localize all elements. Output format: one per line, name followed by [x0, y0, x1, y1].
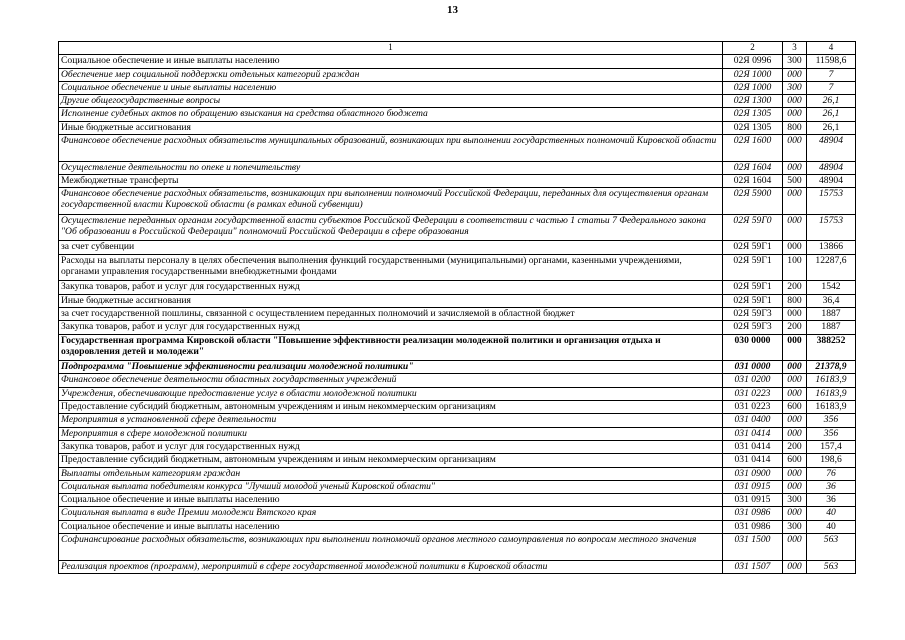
- row-name-cell: Исполнение судебных актов по обращению взыскания на средства областного бюджета: [59, 108, 723, 121]
- row-type-cell: 000: [783, 374, 807, 387]
- table-row: [59, 188, 856, 215]
- row-type-cell: 300: [783, 494, 807, 507]
- header-cell-type: 3: [783, 42, 807, 55]
- row-amount-cell: 1542: [807, 281, 856, 294]
- row-code-cell: 02Я 1305: [723, 121, 783, 134]
- header-cell-code: 2: [723, 42, 783, 55]
- row-code-cell: 02Я 59Г3: [723, 321, 783, 334]
- row-type-cell: 800: [783, 294, 807, 307]
- row-code-cell: 02Я 1600: [723, 135, 783, 162]
- table-row: [59, 387, 856, 400]
- table-row: [59, 55, 856, 68]
- table-row: [59, 454, 856, 467]
- row-code-cell: 02Я 59Г0: [723, 214, 783, 241]
- row-code-cell: 02Я 1000: [723, 81, 783, 94]
- row-amount-cell: 16183,9: [807, 387, 856, 400]
- table-row: [59, 108, 856, 121]
- row-code-cell: 02Я 1305: [723, 108, 783, 121]
- row-code-cell: 031 0915: [723, 494, 783, 507]
- table-row: [59, 321, 856, 334]
- row-name-cell: Обеспечение мер социальной поддержки отдельных категорий граждан: [59, 68, 723, 81]
- row-code-cell: 02Я 1300: [723, 95, 783, 108]
- row-name-cell: Социальное обеспечение и иные выплаты населению: [59, 55, 723, 68]
- row-name-cell: Иные бюджетные ассигнования: [59, 294, 723, 307]
- row-amount-cell: 356: [807, 414, 856, 427]
- row-name-cell: Реализация проектов (программ), мероприятий в сфере государственной молодежной политики в Кировской области: [59, 560, 723, 573]
- row-amount-cell: 388252: [807, 334, 856, 361]
- table-row: [59, 427, 856, 440]
- row-amount-cell: 563: [807, 560, 856, 573]
- row-name-cell: Финансовое обеспечение расходных обязательств, возникающих при выполнении полномочий Российской Федерации, переданных для осуществления органам государственной власти Кировской области (в рамках единой субвенции): [59, 188, 723, 215]
- row-code-cell: 031 0000: [723, 361, 783, 374]
- row-type-cell: 000: [783, 334, 807, 361]
- row-name-cell: Социальная выплата в виде Премии молодежи Вятского края: [59, 507, 723, 520]
- row-amount-cell: 7: [807, 68, 856, 81]
- table-row: [59, 414, 856, 427]
- table-row: [59, 174, 856, 187]
- table-row: [59, 135, 856, 162]
- row-code-cell: 02Я 59Г1: [723, 254, 783, 281]
- row-amount-cell: 11598,6: [807, 55, 856, 68]
- row-amount-cell: 48904: [807, 161, 856, 174]
- budget-table: [58, 41, 856, 574]
- row-name-cell: Подпрограмма "Повышение эффективности реализации молодежной политики": [59, 361, 723, 374]
- row-name-cell: Социальное обеспечение и иные выплаты населению: [59, 81, 723, 94]
- table-row: [59, 68, 856, 81]
- row-type-cell: 200: [783, 321, 807, 334]
- row-amount-cell: 1887: [807, 321, 856, 334]
- row-name-cell: Межбюджетные трансферты: [59, 174, 723, 187]
- row-code-cell: 031 0414: [723, 427, 783, 440]
- row-type-cell: 000: [783, 560, 807, 573]
- row-type-cell: 000: [783, 533, 807, 560]
- table-row: [59, 560, 856, 573]
- row-name-cell: Софинансирование расходных обязательств, возникающих при выполнении полномочий органов местного самоуправления по вопросам местного значения: [59, 533, 723, 560]
- row-amount-cell: 16183,9: [807, 401, 856, 414]
- row-type-cell: 000: [783, 135, 807, 162]
- row-amount-cell: 26,1: [807, 108, 856, 121]
- row-type-cell: 100: [783, 254, 807, 281]
- row-name-cell: Мероприятия в установленной сфере деятельности: [59, 414, 723, 427]
- row-code-cell: 02Я 59Г3: [723, 307, 783, 320]
- row-amount-cell: 157,4: [807, 440, 856, 453]
- row-amount-cell: 40: [807, 507, 856, 520]
- row-name-cell: Закупка товаров, работ и услуг для государственных нужд: [59, 281, 723, 294]
- table-row: [59, 467, 856, 480]
- row-code-cell: 031 0414: [723, 440, 783, 453]
- row-name-cell: Социальное обеспечение и иные выплаты населению: [59, 520, 723, 533]
- row-code-cell: 031 0223: [723, 401, 783, 414]
- row-code-cell: 031 0400: [723, 414, 783, 427]
- row-name-cell: Предоставление субсидий бюджетным, автономным учреждениям и иным некоммерческим организациям: [59, 454, 723, 467]
- row-name-cell: Социальное обеспечение и иные выплаты населению: [59, 494, 723, 507]
- table-row: [59, 507, 856, 520]
- row-code-cell: 031 0900: [723, 467, 783, 480]
- table-row: [59, 121, 856, 134]
- row-code-cell: 031 0200: [723, 374, 783, 387]
- row-amount-cell: 12287,6: [807, 254, 856, 281]
- table-row: [59, 241, 856, 254]
- row-amount-cell: 36,4: [807, 294, 856, 307]
- row-amount-cell: 26,1: [807, 121, 856, 134]
- table-row: [59, 214, 856, 241]
- row-name-cell: Иные бюджетные ассигнования: [59, 121, 723, 134]
- header-cell-name: 1: [59, 42, 723, 55]
- row-type-cell: 000: [783, 480, 807, 493]
- row-code-cell: 02Я 59Г1: [723, 281, 783, 294]
- table-row: [59, 81, 856, 94]
- row-amount-cell: 563: [807, 533, 856, 560]
- row-code-cell: 02Я 59Г1: [723, 241, 783, 254]
- row-code-cell: 031 0915: [723, 480, 783, 493]
- table-row: [59, 334, 856, 361]
- row-type-cell: 000: [783, 214, 807, 241]
- row-type-cell: 500: [783, 174, 807, 187]
- row-name-cell: Закупка товаров, работ и услуг для государственных нужд: [59, 440, 723, 453]
- table-header-row: [59, 42, 856, 55]
- row-amount-cell: 15753: [807, 188, 856, 215]
- row-type-cell: 300: [783, 81, 807, 94]
- row-name-cell: Социальная выплата победителям конкурса "Лучший молодой ученый Кировской области": [59, 480, 723, 493]
- row-name-cell: Осуществление переданных органам государственной власти субъектов Российской Федерации в соответствии с частью 1 статьи 7 Федерального закона "Об образовании в Российской Федерации" полномочий Российской Федерации в сфере образования: [59, 214, 723, 241]
- row-code-cell: 031 0223: [723, 387, 783, 400]
- row-type-cell: 000: [783, 307, 807, 320]
- row-code-cell: 031 1500: [723, 533, 783, 560]
- row-name-cell: Расходы на выплаты персоналу в целях обеспечения выполнения функций государственными (муниципальными) органами, казенными учреждениями, органами управления государственными внебюджетными фондами: [59, 254, 723, 281]
- row-type-cell: 000: [783, 361, 807, 374]
- row-name-cell: за счет государственной пошлины, связанной с осуществлением переданных полномочий и зачисляемой в областной бюджет: [59, 307, 723, 320]
- row-name-cell: Мероприятия в сфере молодежной политики: [59, 427, 723, 440]
- row-amount-cell: 1887: [807, 307, 856, 320]
- table-row: [59, 307, 856, 320]
- row-type-cell: 300: [783, 55, 807, 68]
- row-amount-cell: 13866: [807, 241, 856, 254]
- row-code-cell: 030 0000: [723, 334, 783, 361]
- table-row: [59, 494, 856, 507]
- row-amount-cell: 16183,9: [807, 374, 856, 387]
- row-type-cell: 000: [783, 427, 807, 440]
- row-name-cell: Государственная программа Кировской области "Повышение эффективности реализации молодежной политики и организация отдыха и оздоровления детей и молодежи": [59, 334, 723, 361]
- row-code-cell: 02Я 1604: [723, 161, 783, 174]
- table-row: [59, 520, 856, 533]
- row-name-cell: Учреждения, обеспечивающие предоставление услуг в области молодежной политики: [59, 387, 723, 400]
- row-name-cell: Осуществление деятельности по опеке и попечительству: [59, 161, 723, 174]
- row-amount-cell: 48904: [807, 135, 856, 162]
- table-row: [59, 480, 856, 493]
- row-name-cell: Другие общегосударственные вопросы: [59, 95, 723, 108]
- row-code-cell: 02Я 0996: [723, 55, 783, 68]
- row-amount-cell: 76: [807, 467, 856, 480]
- table-row: [59, 161, 856, 174]
- row-amount-cell: 36: [807, 480, 856, 493]
- row-code-cell: 02Я 5900: [723, 188, 783, 215]
- row-amount-cell: 48904: [807, 174, 856, 187]
- row-name-cell: Закупка товаров, работ и услуг для государственных нужд: [59, 321, 723, 334]
- budget-table-body: [59, 42, 856, 574]
- row-type-cell: 000: [783, 108, 807, 121]
- row-type-cell: 000: [783, 387, 807, 400]
- row-amount-cell: 26,1: [807, 95, 856, 108]
- row-code-cell: 02Я 1604: [723, 174, 783, 187]
- row-type-cell: 000: [783, 188, 807, 215]
- row-name-cell: Финансовое обеспечение расходных обязательств муниципальных образований, возникающих при выполнении государственных полномочий Кировской области: [59, 135, 723, 162]
- row-type-cell: 200: [783, 281, 807, 294]
- table-row: [59, 294, 856, 307]
- table-row: [59, 533, 856, 560]
- row-name-cell: за счет субвенции: [59, 241, 723, 254]
- page-number: 13: [447, 4, 458, 16]
- table-row: [59, 440, 856, 453]
- row-type-cell: 000: [783, 68, 807, 81]
- table-row: [59, 401, 856, 414]
- row-code-cell: 02Я 1000: [723, 68, 783, 81]
- row-amount-cell: 7: [807, 81, 856, 94]
- row-amount-cell: 356: [807, 427, 856, 440]
- row-type-cell: 800: [783, 121, 807, 134]
- row-code-cell: 031 0986: [723, 520, 783, 533]
- row-type-cell: 000: [783, 467, 807, 480]
- row-type-cell: 000: [783, 507, 807, 520]
- table-row: [59, 281, 856, 294]
- table-row: [59, 95, 856, 108]
- table-row: [59, 361, 856, 374]
- row-type-cell: 000: [783, 241, 807, 254]
- row-amount-cell: 40: [807, 520, 856, 533]
- table-row: [59, 374, 856, 387]
- row-type-cell: 600: [783, 454, 807, 467]
- row-amount-cell: 198,6: [807, 454, 856, 467]
- table-row: [59, 254, 856, 281]
- row-name-cell: Предоставление субсидий бюджетным, автономным учреждениям и иным некоммерческим организациям: [59, 401, 723, 414]
- row-amount-cell: 21378,9: [807, 361, 856, 374]
- row-code-cell: 031 0414: [723, 454, 783, 467]
- row-type-cell: 200: [783, 440, 807, 453]
- row-type-cell: 000: [783, 161, 807, 174]
- row-code-cell: 02Я 59Г1: [723, 294, 783, 307]
- row-type-cell: 000: [783, 414, 807, 427]
- row-name-cell: Финансовое обеспечение деятельности областных государственных учреждений: [59, 374, 723, 387]
- header-cell-amount: 4: [807, 42, 856, 55]
- row-type-cell: 000: [783, 95, 807, 108]
- row-name-cell: Выплаты отдельным категориям граждан: [59, 467, 723, 480]
- row-type-cell: 300: [783, 520, 807, 533]
- row-amount-cell: 15753: [807, 214, 856, 241]
- row-amount-cell: 36: [807, 494, 856, 507]
- row-code-cell: 031 1507: [723, 560, 783, 573]
- row-code-cell: 031 0986: [723, 507, 783, 520]
- row-type-cell: 600: [783, 401, 807, 414]
